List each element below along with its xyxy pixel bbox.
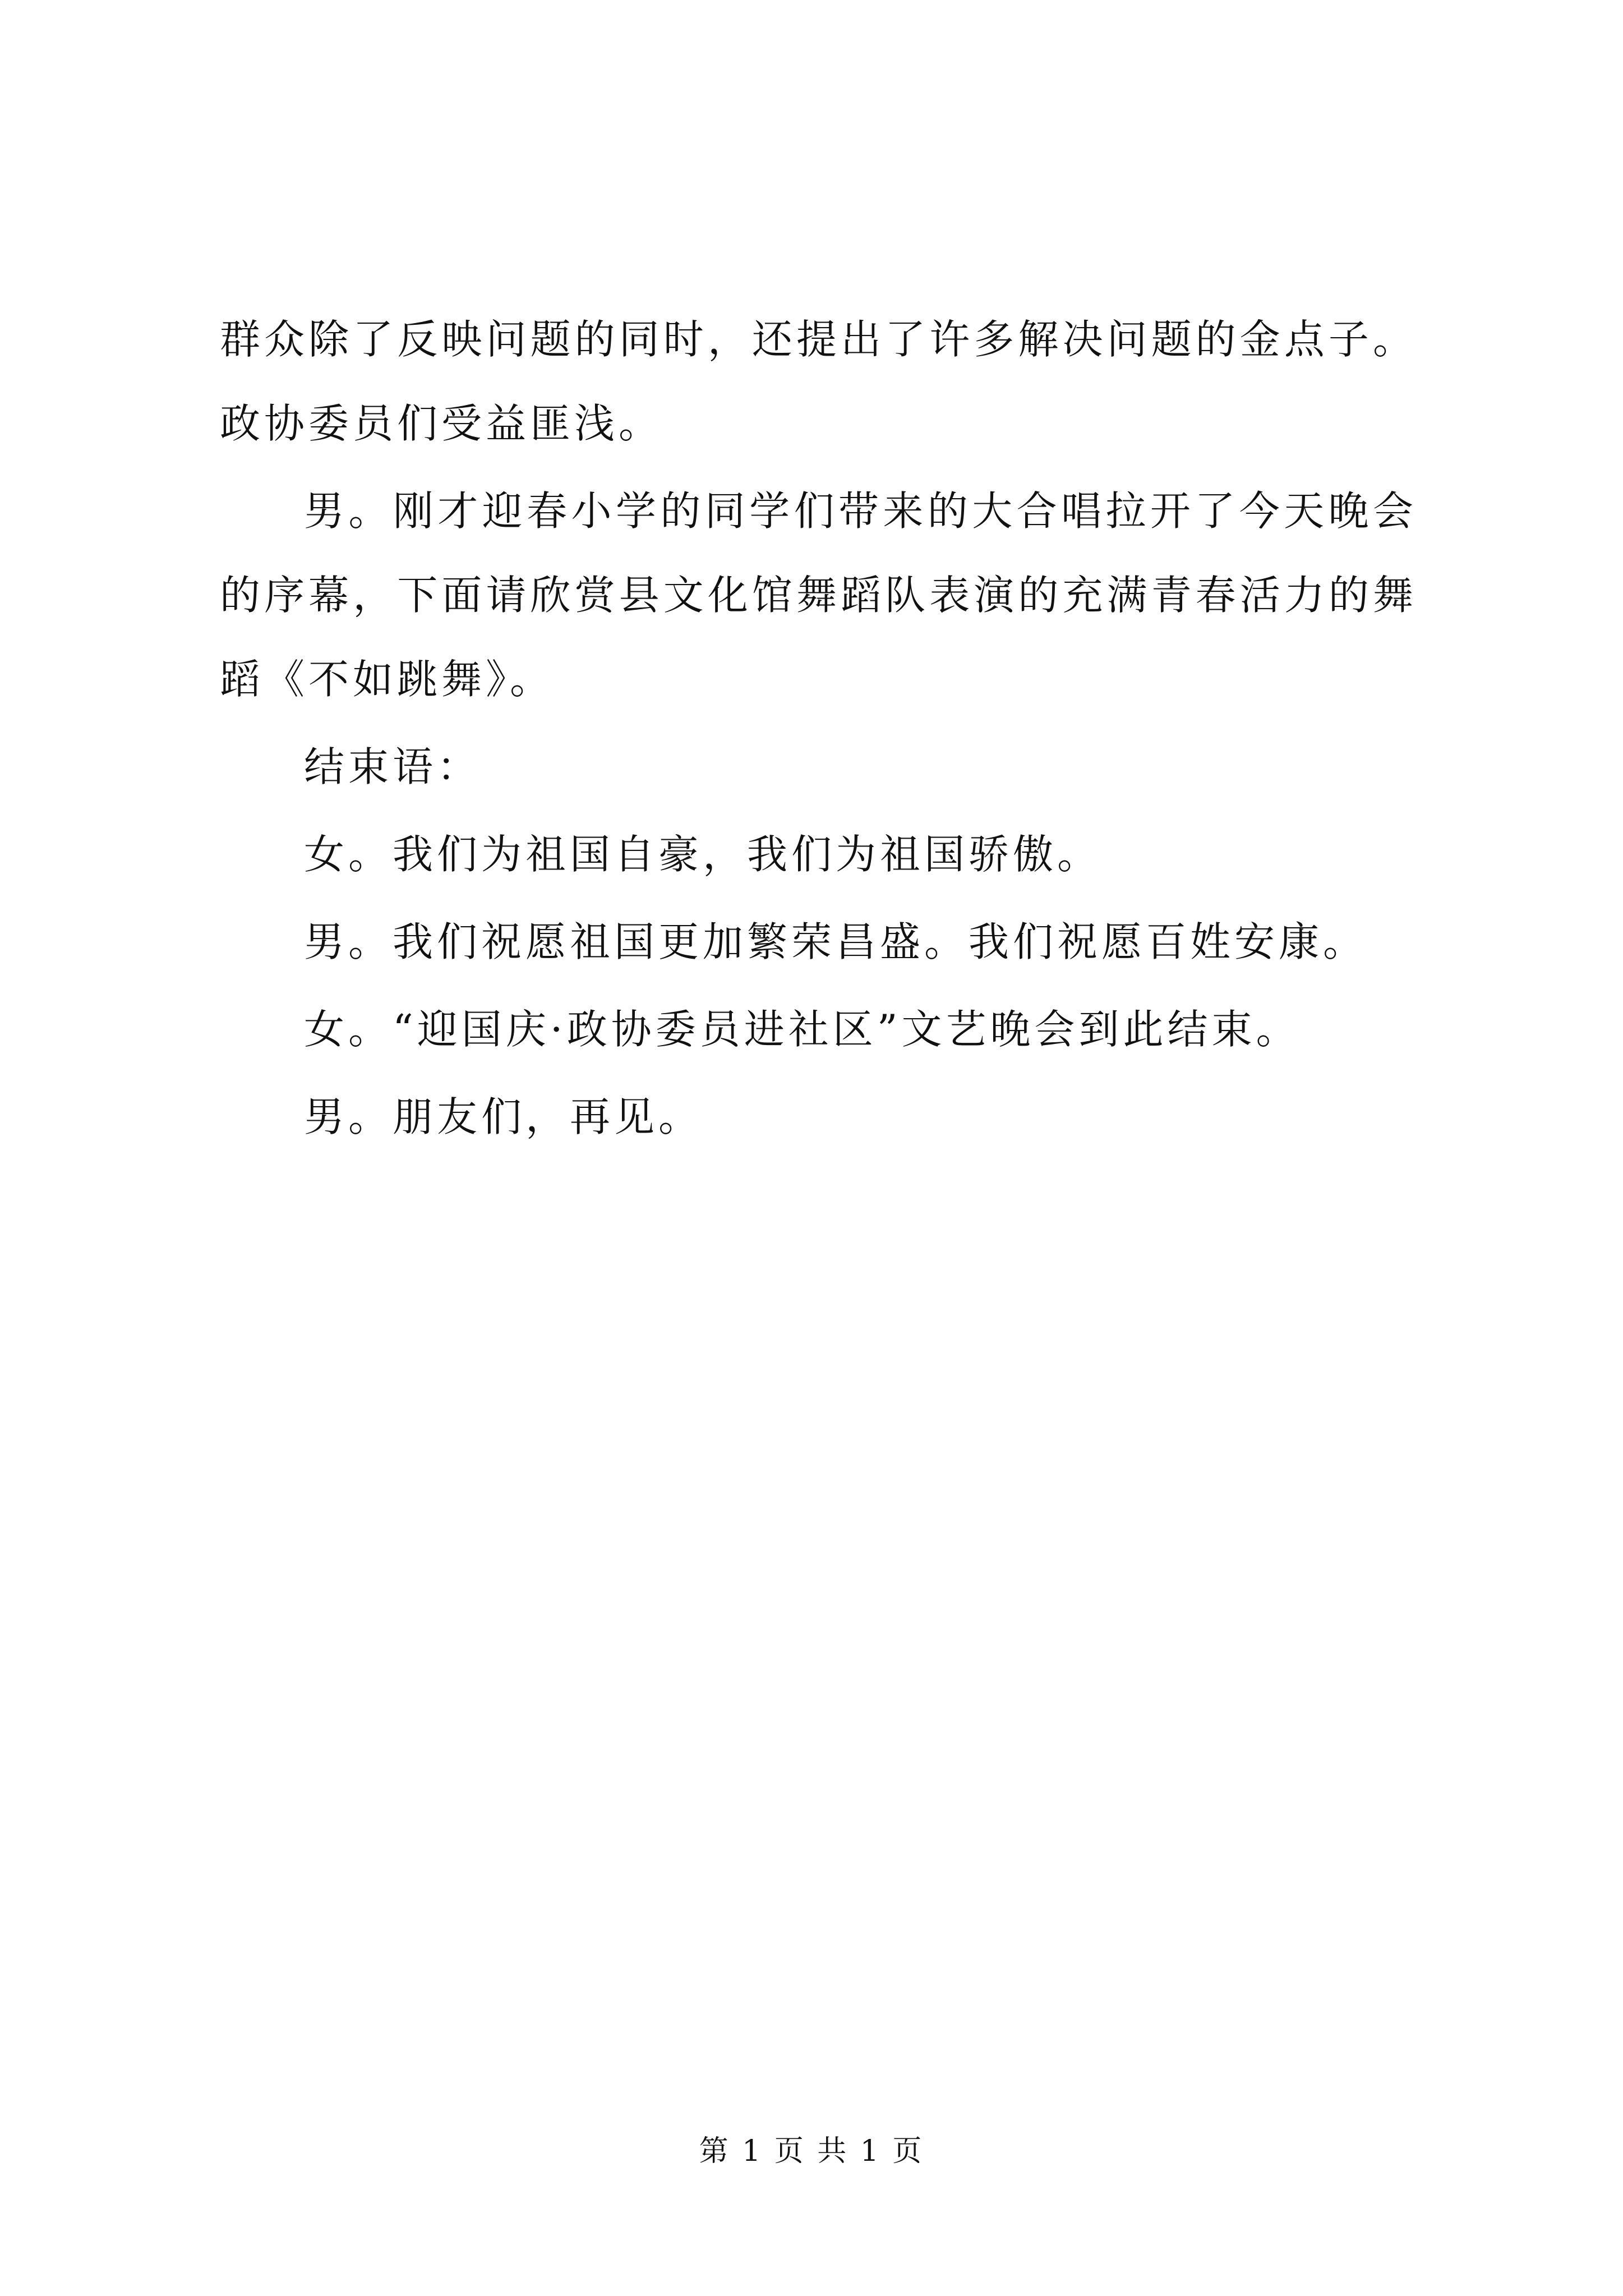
paragraph-female-line-2: 女。“迎国庆·政协委员进社区”文艺晚会到此结束。	[304, 1006, 1301, 1053]
paragraph-male-line-2: 男。朋友们，再见。	[304, 1093, 703, 1140]
paragraph-male-intro-dance: 男。刚才迎春小学的同学们带来的大合唱拉开了今天晚会的序幕，下面请欣赏县文化馆舞蹈队表演的充满青春活力的舞蹈《不如跳舞》。	[220, 487, 1417, 703]
paragraph-male-line-1: 男。我们祝愿祖国更加繁荣昌盛。我们祝愿百姓安康。	[304, 918, 1368, 965]
paragraph-closing-heading: 结束语：	[304, 743, 482, 790]
paragraph-continuation: 群众除了反映问题的同时，还提出了许多解决问题的金点子。政协委员们受益匪浅。	[220, 316, 1417, 447]
page-number-footer: 第 1 页 共 1 页	[699, 2134, 924, 2168]
paragraph-female-line-1: 女。我们为祖国自豪，我们为祖国骄傲。	[304, 831, 1102, 878]
document-body	[220, 297, 1417, 1162]
